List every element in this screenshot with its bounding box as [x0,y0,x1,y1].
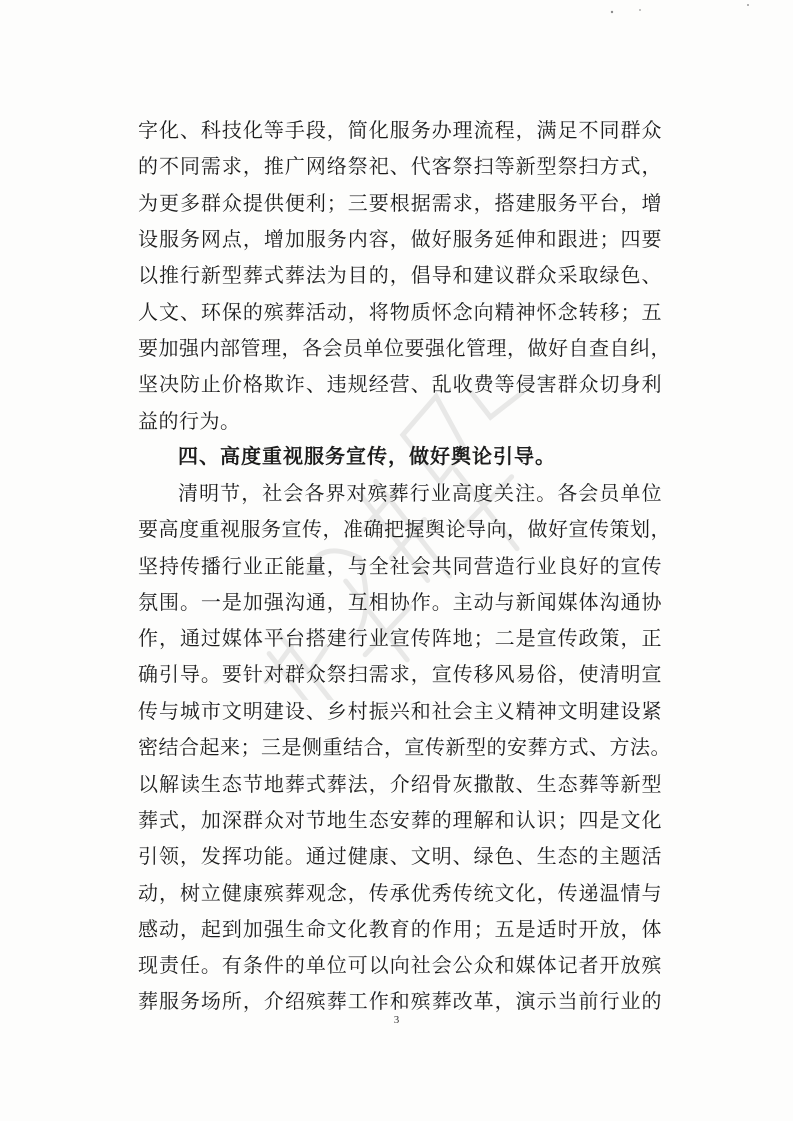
paragraph-line: 作，通过媒体平台搭建行业宣传阵地；二是宣传政策，正 [138,626,662,650]
paragraph-line: 引领，发挥功能。通过健康、文明、绿色、生态的主题活 [138,844,662,868]
paragraph-line: 动，树立健康殡葬观念，传承优秀传统文化，传递温情与 [138,881,662,905]
page-number: 3 [393,1014,400,1026]
paragraph-line: 要加强内部管理，各会员单位要强化管理，做好自查自纠， [138,336,671,360]
paragraph-line: 传与城市文明建设、乡村振兴和社会主义精神文明建设紧 [138,699,662,723]
paragraph-line: 葬服务场所，介绍殡葬工作和殡葬改革，演示当前行业的 [138,989,662,1013]
paragraph-line: 葬式，加深群众对节地生态安葬的理解和认识；四是文化 [138,808,662,832]
paragraph-line: 清明节，社会各界对殡葬行业高度关注。各会员单位 [178,481,662,505]
paragraph-line: 确引导。要针对群众祭扫需求，宣传移风易俗，使清明宣 [138,662,662,686]
paragraph-line: 为更多群众提供便利；三要根据需求，搭建服务平台，增 [138,191,662,215]
paragraph-line: 坚决防止价格欺诈、违规经营、乱收费等侵害群众切身利 [138,372,662,396]
paragraph-line: 人文、环保的殡葬活动，将物质怀念向精神怀念转移；五 [138,300,662,324]
paragraph-line: 坚持传播行业正能量，与全社会共同营造行业良好的宣传 [138,554,662,578]
paragraph-line: 要高度重视服务宣传，准确把握舆论导向，做好宣传策划， [138,517,671,541]
paragraph-line: 氛围。一是加强沟通，互相协作。主动与新闻媒体沟通协 [138,590,662,614]
paragraph-line: 以推行新型葬式葬法为目的，倡导和建议群众采取绿色、 [138,263,662,287]
paragraph-line: 以解读生态节地葬式葬法，介绍骨灰撒散、生态葬等新型 [138,772,662,796]
paragraph-line: 感动，起到加强生命文化教育的作用；五是适时开放，体 [138,917,662,941]
paragraph-line: 字化、科技化等手段，简化服务办理流程，满足不同群众 [138,118,662,142]
paragraph-line: 的不同需求，推广网络祭祀、代客祭扫等新型祭扫方式， [138,154,662,178]
paragraph-line: 益的行为。 [138,409,241,433]
paragraph-line: 设服务网点，增加服务内容，做好服务延伸和跟进；四要 [138,227,662,251]
section-heading: 四、高度重视服务宣传，做好舆论引导。 [178,444,556,468]
paragraph-line: 密结合起来；三是侧重结合，宣传新型的安葬方式、方法。 [138,735,671,759]
paragraph-line: 现责任。有条件的单位可以向社会公众和媒体记者开放殡 [138,953,662,977]
